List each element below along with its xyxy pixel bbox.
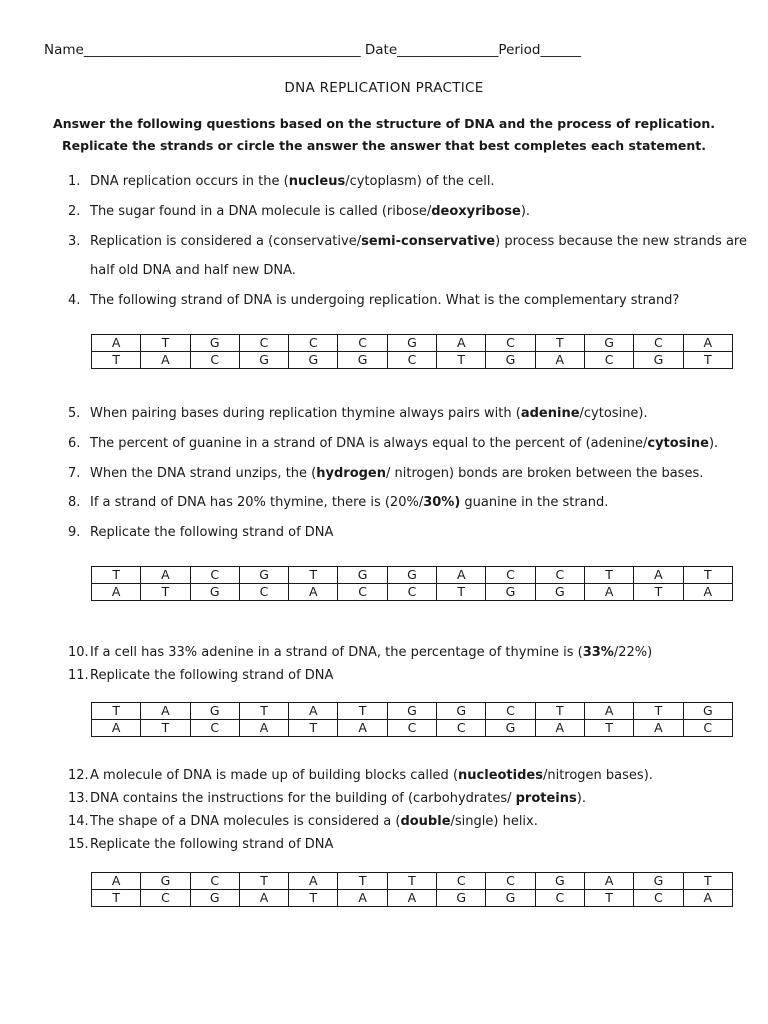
base-cell: T [239, 873, 288, 890]
strand-row-top [92, 335, 733, 352]
answer: 33% [582, 645, 614, 660]
base-cell[interactable]: C [437, 720, 486, 737]
base-cell: G [190, 335, 239, 352]
base-cell: G [239, 567, 288, 584]
base-cell: A [584, 703, 633, 720]
base-cell[interactable]: A [535, 352, 584, 369]
base-cell: G [535, 873, 584, 890]
base-cell: G [584, 335, 633, 352]
strand-row-top [92, 703, 733, 720]
base-cell[interactable]: T [437, 352, 486, 369]
base-cell: A [437, 335, 486, 352]
base-cell[interactable]: C [535, 890, 584, 907]
answer: deoxyribose [431, 204, 521, 219]
answer: adenine [520, 406, 580, 421]
base-cell: C [239, 335, 288, 352]
base-cell: T [141, 335, 190, 352]
page-title: DNA REPLICATION PRACTICE [284, 80, 484, 96]
base-cell: C [190, 567, 239, 584]
base-cell[interactable]: T [141, 720, 190, 737]
base-cell[interactable]: T [92, 890, 141, 907]
base-cell: C [190, 873, 239, 890]
base-cell[interactable]: A [239, 890, 288, 907]
base-cell: T [289, 567, 338, 584]
base-cell[interactable]: C [141, 890, 190, 907]
base-cell[interactable]: T [289, 720, 338, 737]
base-cell[interactable]: T [584, 720, 633, 737]
base-cell: A [634, 567, 683, 584]
question-13: 13.DNA contains the instructions for the building of (carbohydrates/ proteins). [68, 791, 586, 806]
answer: proteins [515, 791, 577, 806]
question-5: 5. When pairing bases during replication thymine always pairs with (adenine/cytosine). [68, 406, 648, 421]
dna-table-3 [91, 702, 733, 737]
base-cell: C [338, 335, 387, 352]
question-9: 9. Replicate the following strand of DNA [68, 525, 334, 540]
base-cell[interactable]: C [190, 720, 239, 737]
base-cell: T [239, 703, 288, 720]
base-cell: G [141, 873, 190, 890]
base-cell[interactable]: G [486, 584, 535, 601]
name-label: Name [44, 42, 84, 58]
base-cell: C [535, 567, 584, 584]
base-cell[interactable]: A [683, 584, 732, 601]
strand-row-bottom [92, 584, 733, 601]
base-cell[interactable]: C [387, 584, 436, 601]
base-cell[interactable]: G [190, 890, 239, 907]
base-cell: A [289, 873, 338, 890]
question-11: 11.Replicate the following strand of DNA [68, 668, 334, 683]
base-cell: T [634, 703, 683, 720]
answer: 30%) [423, 495, 461, 510]
question-3-continued: half old DNA and half new DNA. [90, 263, 296, 278]
base-cell: T [387, 873, 436, 890]
base-cell: A [141, 567, 190, 584]
base-cell: T [92, 567, 141, 584]
answer: semi-conservative [361, 234, 496, 249]
base-cell[interactable]: C [584, 352, 633, 369]
question-6: 6. The percent of guanine in a strand of DNA is always equal to the percent of (adenine/cytosine). [68, 436, 719, 451]
base-cell: A [289, 703, 338, 720]
base-cell[interactable]: A [141, 352, 190, 369]
strand-row-top [92, 873, 733, 890]
base-cell[interactable]: A [289, 584, 338, 601]
base-cell: A [683, 335, 732, 352]
base-cell[interactable]: A [584, 584, 633, 601]
period-blank[interactable]: ______ [540, 42, 582, 58]
base-cell: T [683, 873, 732, 890]
base-cell[interactable]: C [387, 352, 436, 369]
base-cell[interactable]: T [289, 890, 338, 907]
base-cell[interactable]: A [683, 890, 732, 907]
base-cell[interactable]: A [92, 720, 141, 737]
base-cell: T [535, 335, 584, 352]
base-cell: A [92, 873, 141, 890]
base-cell[interactable]: G [486, 890, 535, 907]
base-cell: C [486, 703, 535, 720]
date-label: Date [364, 42, 398, 58]
answer: cytosine [647, 436, 709, 451]
question-10: 10.If a cell has 33% adenine in a strand of DNA, the percentage of thymine is (33%/22%) [68, 645, 653, 660]
base-cell[interactable]: G [486, 720, 535, 737]
base-cell[interactable]: T [92, 352, 141, 369]
question-12: 12.A molecule of DNA is made up of building blocks called (nucleotides/nitrogen bases). [68, 768, 653, 783]
question-7: 7. When the DNA strand unzips, the (hydrogen/ nitrogen) bonds are broken between the bases. [68, 466, 704, 481]
base-cell[interactable]: C [239, 584, 288, 601]
base-cell: C [437, 873, 486, 890]
base-cell[interactable]: T [141, 584, 190, 601]
base-cell[interactable]: G [486, 352, 535, 369]
base-cell[interactable]: G [190, 584, 239, 601]
base-cell: G [387, 703, 436, 720]
strand-row-bottom [92, 890, 733, 907]
base-cell[interactable]: G [437, 890, 486, 907]
base-cell[interactable]: C [338, 584, 387, 601]
strand-row-top [92, 567, 733, 584]
instruction-line-2: Replicate the strands or circle the answer the answer that best completes each statement. [62, 138, 706, 153]
base-cell: G [338, 567, 387, 584]
name-blank[interactable]: _________________________________________ [83, 42, 361, 58]
dna-table-2 [91, 566, 733, 601]
base-cell[interactable]: T [634, 584, 683, 601]
base-cell[interactable]: C [190, 352, 239, 369]
base-cell[interactable]: C [683, 720, 732, 737]
answer: nucleotides [458, 768, 543, 783]
base-cell: A [584, 873, 633, 890]
question-3: 3. Replication is considered a (conservative/semi-conservative) process because the new strands are [68, 234, 747, 249]
base-cell: G [634, 873, 683, 890]
base-cell: G [387, 335, 436, 352]
base-cell: G [437, 703, 486, 720]
base-cell[interactable]: T [584, 890, 633, 907]
base-cell[interactable]: A [92, 584, 141, 601]
base-cell[interactable]: A [387, 890, 436, 907]
base-cell: C [634, 335, 683, 352]
base-cell[interactable]: A [535, 720, 584, 737]
question-15: 15.Replicate the following strand of DNA [68, 837, 334, 852]
base-cell: G [683, 703, 732, 720]
base-cell[interactable]: C [387, 720, 436, 737]
question-2: 2. The sugar found in a DNA molecule is called (ribose/deoxyribose). [68, 204, 531, 219]
base-cell: C [486, 335, 535, 352]
base-cell: C [486, 873, 535, 890]
base-cell[interactable]: T [683, 352, 732, 369]
base-cell: T [584, 567, 633, 584]
period-label: Period [498, 42, 541, 58]
base-cell[interactable]: A [338, 720, 387, 737]
base-cell: T [338, 703, 387, 720]
base-cell: T [535, 703, 584, 720]
date-blank[interactable]: _______________ [397, 42, 499, 58]
base-cell: C [486, 567, 535, 584]
dna-table-4 [91, 872, 733, 907]
base-cell: A [141, 703, 190, 720]
strand-row-bottom [92, 720, 733, 737]
base-cell[interactable]: G [535, 584, 584, 601]
base-cell: G [190, 703, 239, 720]
instruction-line-1: Answer the following questions based on the structure of DNA and the process of replication. [53, 116, 715, 131]
base-cell: T [338, 873, 387, 890]
question-14: 14.The shape of a DNA molecules is considered a (double/single) helix. [68, 814, 538, 829]
base-cell: T [92, 703, 141, 720]
answer: hydrogen [316, 466, 387, 481]
base-cell[interactable]: G [289, 352, 338, 369]
base-cell[interactable]: A [634, 720, 683, 737]
base-cell: T [683, 567, 732, 584]
base-cell[interactable]: T [437, 584, 486, 601]
base-cell[interactable]: A [239, 720, 288, 737]
dna-table-1 [91, 334, 733, 369]
base-cell[interactable]: G [634, 352, 683, 369]
header-line [44, 42, 734, 58]
base-cell[interactable]: G [338, 352, 387, 369]
answer: nucleus [288, 174, 346, 189]
base-cell: G [387, 567, 436, 584]
question-8: 8. If a strand of DNA has 20% thymine, there is (20%/30%) guanine in the strand. [68, 495, 609, 510]
base-cell: A [92, 335, 141, 352]
base-cell: A [437, 567, 486, 584]
base-cell[interactable]: G [239, 352, 288, 369]
base-cell: C [289, 335, 338, 352]
base-cell[interactable]: C [634, 890, 683, 907]
strand-row-bottom [92, 352, 733, 369]
question-4: 4. The following strand of DNA is undergoing replication. What is the complementary strand? [68, 293, 680, 308]
answer: double [400, 814, 451, 829]
question-1: 1. DNA replication occurs in the (nucleus/cytoplasm) of the cell. [68, 174, 495, 189]
base-cell[interactable]: A [338, 890, 387, 907]
